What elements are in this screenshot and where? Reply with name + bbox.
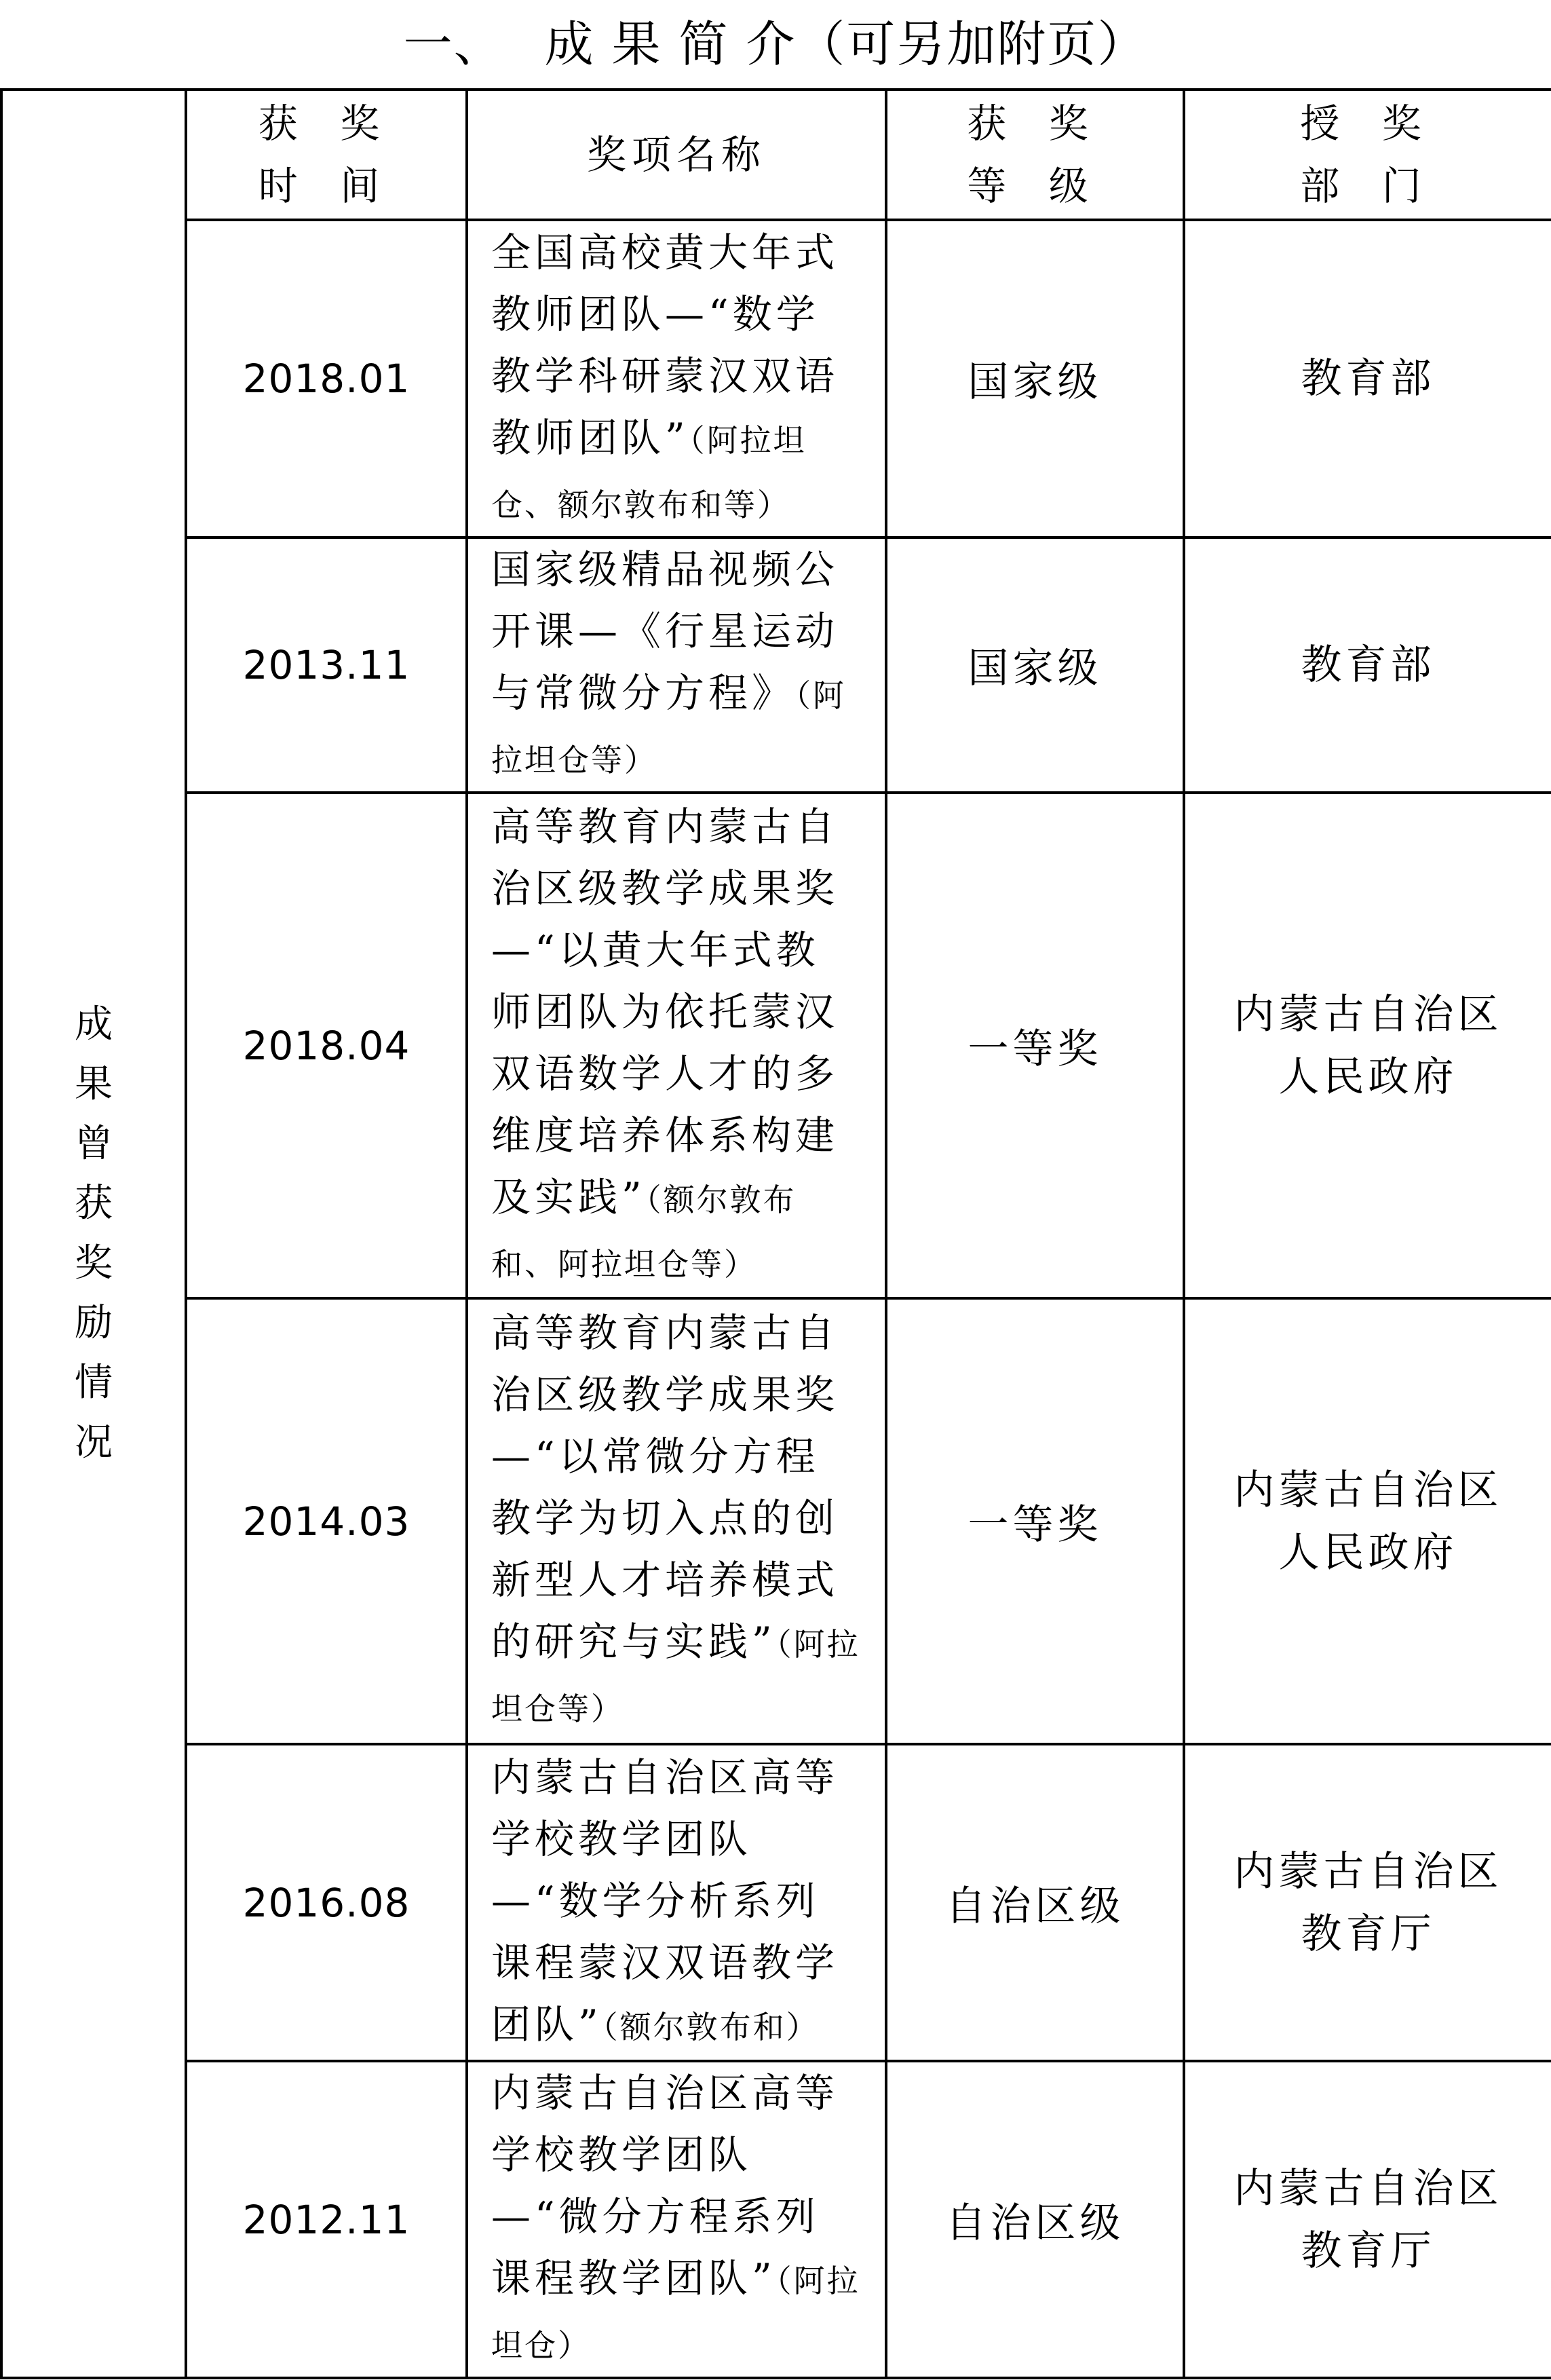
award-time: 2012.11 [186, 2061, 467, 2378]
side-label-cell [1, 90, 186, 2378]
table-row [1, 537, 1551, 793]
award-level: 自治区级 [886, 2061, 1184, 2378]
award-level: 一等奖 [886, 1298, 1184, 1744]
table-row [1, 1298, 1551, 1744]
award-name-main: 国家级精品视频公开课—《行星运动与常微分方程》 [491, 546, 839, 716]
award-dept-line: 内蒙古自治区 [1233, 1847, 1503, 1895]
award-dept-line: 教育部 [1301, 355, 1436, 402]
header-award-level [886, 90, 1184, 220]
award-dept [1184, 537, 1551, 793]
award-recipients: （阿拉坦仓、额尔敦布和等） [491, 421, 807, 523]
award-name-main: 高等教育内蒙古自治区级教学成果奖—“以黄大年式教师团队为依托蒙汉双语数学人才的多维度培养体系构建及实践” [491, 803, 839, 1220]
award-name-main: 内蒙古自治区高等学校教学团队—“数学分析系列课程蒙汉双语教学团队” [491, 1754, 839, 2047]
header-award-dept-line2: 部 门 [1300, 163, 1436, 209]
award-name [467, 1744, 886, 2061]
awards-table [0, 88, 1551, 2379]
award-name [467, 2061, 886, 2378]
award-name-main: 全国高校黄大年式教师团队—“数学教学科研蒙汉双语教师团队” [491, 229, 839, 461]
header-award-name [467, 90, 886, 220]
header-award-level-line1: 获 奖 [967, 100, 1103, 147]
section-heading [0, 0, 1551, 80]
award-recipients: （阿拉坦仓等） [491, 677, 847, 778]
award-level: 自治区级 [886, 1744, 1184, 2061]
award-dept-line: 内蒙古自治区 [1233, 2164, 1503, 2212]
award-dept [1184, 1298, 1551, 1744]
section-title: 成 果 简 介（可另加附页） [544, 16, 1148, 73]
award-recipients: （额尔敦布和） [602, 2009, 820, 2045]
side-label-char: 况 [75, 1420, 113, 1465]
section-number: 一、 [403, 16, 504, 73]
award-level: 一等奖 [886, 793, 1184, 1298]
award-name-main: 高等教育内蒙古自治区级教学成果奖—“以常微分方程教学为切入点的创新型人才培养模式的研究与实践” [491, 1310, 839, 1665]
award-recipients: （阿拉坦仓等） [491, 1626, 860, 1727]
side-label-char: 成 [75, 1002, 113, 1046]
award-dept-line: 人民政府 [1278, 1528, 1458, 1576]
award-name [467, 220, 886, 537]
award-dept-line: 教育厅 [1301, 2227, 1436, 2275]
award-recipients: （额尔敦布和、阿拉坦仓等） [491, 1181, 797, 1283]
award-time: 2018.01 [186, 220, 467, 537]
side-label-char: 励 [75, 1301, 113, 1345]
side-label-char: 曾 [75, 1122, 113, 1166]
table-header-row [1, 90, 1551, 220]
award-time: 2014.03 [186, 1298, 467, 1744]
header-award-dept [1184, 90, 1551, 220]
table-row [1, 1744, 1551, 2061]
award-dept-line: 教育部 [1301, 641, 1436, 689]
award-recipients: （阿拉坦仓） [491, 2263, 860, 2364]
side-label-char: 奖 [75, 1241, 113, 1285]
table-row [1, 793, 1551, 1298]
award-time: 2013.11 [186, 537, 467, 793]
header-award-name-text: 奖项名称 [586, 132, 766, 178]
award-time: 2018.04 [186, 793, 467, 1298]
award-name [467, 793, 886, 1298]
header-award-time [186, 90, 467, 220]
header-award-time-line1: 获 奖 [258, 100, 395, 147]
award-dept-line: 内蒙古自治区 [1233, 990, 1503, 1038]
award-dept-line: 人民政府 [1278, 1053, 1458, 1101]
table-row [1, 2061, 1551, 2378]
award-level: 国家级 [886, 537, 1184, 793]
award-dept-line: 教育厅 [1301, 1910, 1436, 1958]
header-award-time-line2: 时 间 [258, 163, 395, 209]
award-dept-line: 内蒙古自治区 [1233, 1466, 1503, 1514]
award-dept [1184, 220, 1551, 537]
header-award-level-line2: 等 级 [967, 163, 1103, 209]
award-name [467, 537, 886, 793]
table-row [1, 220, 1551, 537]
award-name [467, 1298, 886, 1744]
side-label-char: 情 [75, 1361, 113, 1405]
award-time: 2016.08 [186, 1744, 467, 2061]
award-name-main: 内蒙古自治区高等学校教学团队—“微分方程系列课程教学团队” [491, 2070, 839, 2301]
award-dept [1184, 2061, 1551, 2378]
header-award-dept-line1: 授 奖 [1300, 100, 1436, 147]
side-label-char: 果 [75, 1062, 113, 1106]
side-label-char: 获 [75, 1182, 113, 1226]
award-dept [1184, 793, 1551, 1298]
award-dept [1184, 1744, 1551, 2061]
award-level: 国家级 [886, 220, 1184, 537]
